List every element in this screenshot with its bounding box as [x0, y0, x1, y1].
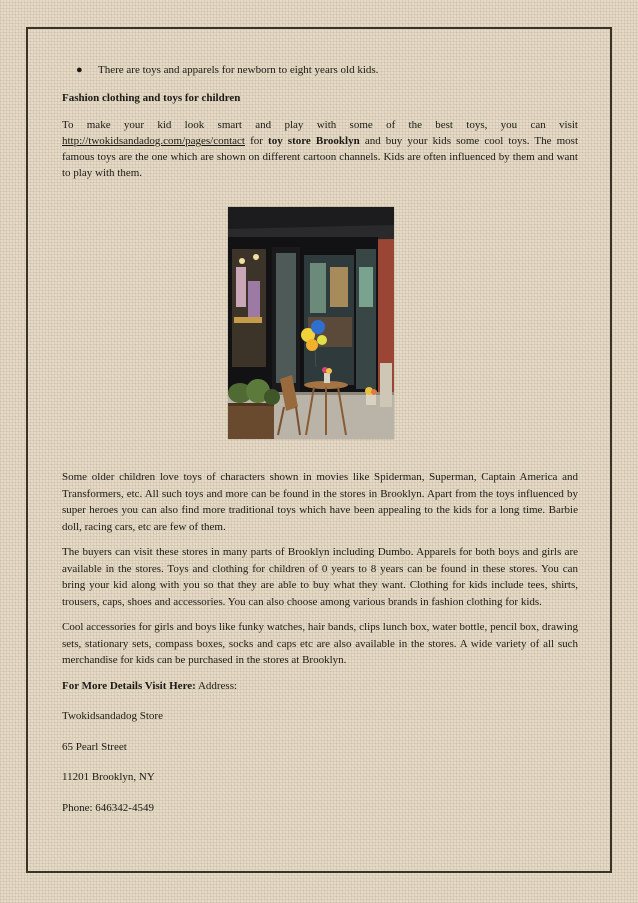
bullet-item — [76, 62, 578, 78]
intro-keyword: toy store Brooklyn — [268, 135, 360, 147]
store-name: Twokidsandadog Store — [62, 710, 163, 722]
lower-content — [62, 469, 578, 830]
section-heading: Fashion clothing and toys for children — [62, 92, 241, 104]
paragraph-toys-characters: Some older children love toys of characters shown in movies like Spiderman, Superman, Captain America and Transformers, etc. All such toys and more can be found in the stores in Brooklyn. Apart from the toys influenced by super heroes you can also find more traditional toys which have been appealing to the kids for a long time. Barbie doll, racing cars, etc are few of them. — [62, 471, 578, 533]
city-address: 11201 Brooklyn, NY — [62, 771, 155, 783]
address-label: Address: — [195, 679, 238, 692]
phone-number: Phone: 646342-4549 — [62, 801, 154, 814]
contact-link[interactable]: http://twokidsandadog.com/pages/contact — [62, 135, 245, 147]
bullet-dot-icon: ● — [76, 64, 83, 76]
intro-paragraph — [62, 117, 578, 181]
upper-content — [62, 62, 578, 190]
paragraph-buyers: The buyers can visit these stores in many parts of Brooklyn including Dumbo. Apparels for both boys and girls are available in the stores. Toys and clothing for children of 0 years to 8 years can be found in these stores. You can bring your kid along with you so that they are able to buy what they want. Clothing for kids include tees, shirts, trousers, caps, shoes and accessories. You can also choose among various brands in fashion clothing for kids. — [62, 546, 578, 608]
street-address: 65 Pearl Street — [62, 740, 127, 753]
contact-label: For More Details Visit Here: — [62, 679, 196, 692]
paragraph-accessories: Cool accessories for girls and boys like funky watches, hair bands, clips lunch box, water bottle, pencil box, drawing sets, stationary sets, compass boxes, socks and caps etc are also available in the stores. A wide variety of all such merchandise for kids can be purchased in the stores at Brooklyn. — [62, 621, 578, 666]
storefront-photo — [228, 207, 394, 439]
intro-text-2: for — [245, 135, 269, 147]
contact-heading — [62, 678, 578, 695]
intro-text-3: and buy your kids some cool toys. The most famous toys are the one which are shown on different cartoon channels. Kids are often influenced by them and want to play with them. — [62, 135, 578, 179]
bullet-text: There are toys and apparels for newborn to eight years old kids. — [98, 64, 379, 76]
intro-text-1: To make your kid look smart and play with some of the best toys, you can visit — [62, 119, 578, 131]
